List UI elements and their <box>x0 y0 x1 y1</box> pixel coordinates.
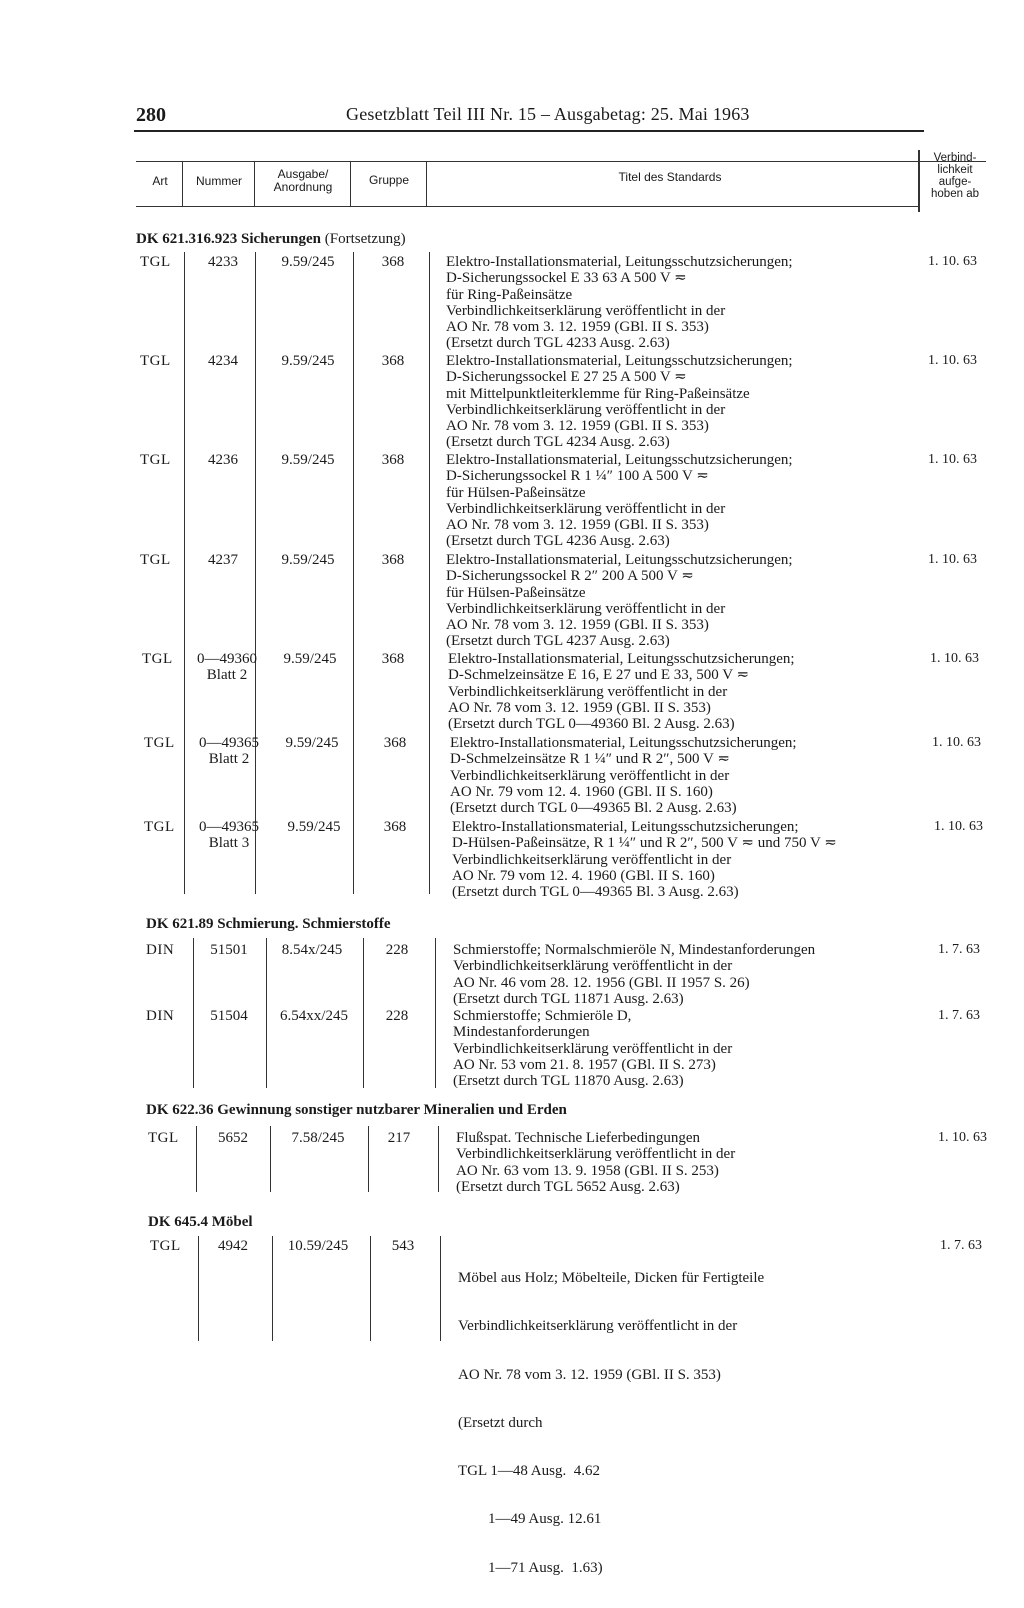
cell-titel <box>453 942 815 1007</box>
titel-line: mit Mittelpunktleiterklemme für Ring-Paßeinsätze <box>446 385 750 402</box>
cell-art: TGL <box>150 1238 181 1254</box>
section-title-continued: (Fortsetzung) <box>324 231 406 247</box>
cell-nummer: 4942 <box>218 1238 248 1254</box>
col-divider <box>426 161 427 206</box>
cell-nummer: 4237 <box>208 552 238 568</box>
cell-art: TGL <box>144 819 175 835</box>
cell-art: TGL <box>142 651 173 667</box>
cell-date: 1. 10. 63 <box>938 1130 987 1145</box>
col-divider <box>255 252 256 894</box>
titel-line: D-Sicherungssockel R 2″ 200 A 500 V ≂ <box>446 568 694 585</box>
cell-date: 1. 7. 63 <box>940 1238 982 1253</box>
titel-line: D-Schmelzeinsätze E 16, E 27 und E 33, 500 V ≂ <box>448 667 750 684</box>
cell-nummer: 4233 <box>208 254 238 270</box>
cell-nummer: 51504 <box>210 1008 248 1024</box>
cell-art: DIN <box>146 1008 175 1024</box>
col-header-art: Art <box>152 174 168 188</box>
titel-line: D-Schmelzeinsätze R 1 ¼″ und R 2″, 500 V ≂ <box>450 751 730 768</box>
titel-line: Schmierstoffe; Schmieröle D, <box>453 1008 632 1024</box>
cell-titel <box>450 735 797 816</box>
titel-line: (Ersetzt durch TGL 0—49365 Bl. 2 Ausg. 2.63) <box>450 800 737 817</box>
cell-art: TGL <box>148 1130 179 1146</box>
cell-date: 1. 10. 63 <box>930 651 979 666</box>
titel-line: Elektro-Installationsmaterial, Leitungsschutzsicherungen; <box>446 552 793 568</box>
cell-titel <box>453 1008 732 1089</box>
cell-ausgabe: 9.59/245 <box>285 735 339 751</box>
titel-line: Schmierstoffe; Normalschmieröle N, Mindestanforderungen <box>453 942 816 958</box>
nummer-blatt: Blatt 2 <box>208 751 250 768</box>
cell-ausgabe: 8.54x/245 <box>281 942 343 958</box>
titel-line: (Ersetzt durch TGL 11871 Ausg. 2.63) <box>453 990 684 1007</box>
titel-line: Flußspat. Technische Lieferbedingungen <box>456 1130 701 1146</box>
cell-gruppe: 368 <box>383 735 407 751</box>
header-rule <box>134 130 924 132</box>
nummer-blatt: Blatt 3 <box>208 835 250 852</box>
titel-line: AO Nr. 78 vom 3. 12. 1959 (GBl. II S. 353) <box>446 517 709 534</box>
titel-line: Verbindlichkeitserklärung veröffentlicht in der <box>450 767 730 784</box>
cell-gruppe: 217 <box>387 1130 411 1146</box>
cell-titel <box>446 353 793 451</box>
titel-line: Verbindlichkeitserklärung veröffentlicht in der <box>453 958 733 975</box>
cell-art: TGL <box>140 552 171 568</box>
cell-gruppe: 368 <box>383 819 407 835</box>
col-divider <box>254 161 255 206</box>
col-header-verbindlichkeit <box>922 152 988 200</box>
section-title <box>148 1214 253 1231</box>
col-header-nummer: Nummer <box>195 174 242 188</box>
titel-line: (Ersetzt durch TGL 5652 Ausg. 2.63) <box>456 1178 680 1195</box>
titel-line: AO Nr. 46 vom 28. 12. 1956 (GBl. II 1957 S. 26) <box>453 974 750 991</box>
cell-ausgabe: 9.59/245 <box>281 353 335 369</box>
cell-date: 1. 7. 63 <box>938 942 980 957</box>
titel-line: für Ring-Paßeinsätze <box>446 286 573 303</box>
section-title-text: DK 621.316.923 Sicherungen <box>136 231 322 247</box>
col-header-ausgabe-line2: Anordnung <box>273 180 333 194</box>
cell-gruppe: 368 <box>381 651 405 667</box>
cell-titel <box>446 254 793 352</box>
page-number: 280 <box>136 104 166 126</box>
cell-titel <box>458 1238 764 1608</box>
cell-nummer: 4234 <box>208 353 238 369</box>
cell-nummer: 51501 <box>210 942 248 958</box>
cell-nummer <box>184 819 274 852</box>
table-top-rule <box>136 161 986 162</box>
cell-titel <box>452 819 837 900</box>
col-divider <box>438 1126 439 1192</box>
section-title-text: DK 622.36 Gewinnung sonstiger nutzbarer Mineralien und Erden <box>146 1102 567 1118</box>
titel-line: AO Nr. 78 vom 3. 12. 1959 (GBl. II S. 353) <box>458 1366 721 1383</box>
cell-gruppe: 368 <box>381 254 405 270</box>
titel-line: AO Nr. 63 vom 13. 9. 1958 (GBl. II S. 253) <box>456 1162 719 1179</box>
col-divider <box>918 150 920 212</box>
cell-titel <box>456 1130 735 1195</box>
titel-line: AO Nr. 79 vom 12. 4. 1960 (GBl. II S. 160) <box>450 783 713 800</box>
titel-line: (Ersetzt durch TGL 11870 Ausg. 2.63) <box>453 1073 684 1090</box>
col-divider <box>353 252 354 894</box>
titel-line: D-Sicherungssockel E 33 63 A 500 V ≂ <box>446 270 687 287</box>
titel-line: Elektro-Installationsmaterial, Leitungsschutzsicherungen; <box>446 452 793 468</box>
titel-line: D-Hülsen-Paßeinsätze, R 1 ¼″ und R 2″, 500 V ≂ und 750 V ≂ <box>452 835 837 852</box>
titel-line: D-Sicherungssockel E 27 25 A 500 V ≂ <box>446 369 687 386</box>
cell-gruppe: 228 <box>385 1008 409 1024</box>
titel-line: für Hülsen-Paßeinsätze <box>446 484 586 501</box>
titel-line: Elektro-Installationsmaterial, Leitungsschutzsicherungen; <box>448 651 795 667</box>
col-header-titel: Titel des Standards <box>618 170 722 184</box>
titel-line: Verbindlichkeitserklärung veröffentlicht in der <box>446 600 726 617</box>
titel-line: Verbindlichkeitserklärung veröffentlicht in der <box>456 1146 736 1163</box>
cell-ausgabe: 9.59/245 <box>281 254 335 270</box>
titel-line: Verbindlichkeitserklärung veröffentlicht in der <box>446 500 726 517</box>
titel-line: 1—49 Ausg. 12.61 <box>458 1511 602 1528</box>
cell-date: 1. 10. 63 <box>928 353 977 368</box>
cell-date: 1. 7. 63 <box>938 1008 980 1023</box>
titel-line: Verbindlichkeitserklärung veröffentlicht in der <box>452 851 732 868</box>
cell-gruppe: 368 <box>381 452 405 468</box>
titel-line: Verbindlichkeitserklärung veröffentlicht in der <box>446 302 726 319</box>
titel-line: AO Nr. 53 vom 21. 8. 1957 (GBl. II S. 273) <box>453 1056 716 1073</box>
section-title-text: DK 621.89 Schmierung. Schmierstoffe <box>146 916 391 932</box>
titel-line: Elektro-Installationsmaterial, Leitungsschutzsicherungen; <box>450 735 797 751</box>
cell-nummer: 5652 <box>218 1130 248 1146</box>
cell-date: 1. 10. 63 <box>932 735 981 750</box>
cell-ausgabe: 6.54xx/245 <box>280 1008 348 1024</box>
cell-art: TGL <box>140 353 171 369</box>
titel-line: Elektro-Installationsmaterial, Leitungsschutzsicherungen; <box>452 819 799 835</box>
cell-art: TGL <box>140 254 171 270</box>
col-divider <box>184 252 185 894</box>
cell-ausgabe: 7.58/245 <box>291 1130 345 1146</box>
cell-art: DIN <box>146 942 175 958</box>
cell-art: TGL <box>144 735 175 751</box>
cell-titel <box>446 452 793 550</box>
section-title <box>146 916 391 933</box>
cell-ausgabe: 9.59/245 <box>281 552 335 568</box>
titel-line: für Hülsen-Paßeinsätze <box>446 584 586 601</box>
cell-nummer <box>182 651 272 684</box>
titel-line: TGL 1—48 Ausg. 4.62 <box>458 1463 600 1480</box>
cell-ausgabe: 10.59/245 <box>287 1238 349 1254</box>
titel-line: AO Nr. 78 vom 3. 12. 1959 (GBl. II S. 353) <box>446 418 709 435</box>
col-divider <box>350 161 351 206</box>
cell-nummer: 4236 <box>208 452 238 468</box>
nummer-blatt: Blatt 2 <box>206 667 248 684</box>
col-header-verbind-line2: lichkeit <box>937 164 973 176</box>
section-title-text: DK 645.4 Möbel <box>148 1214 253 1230</box>
titel-line: Verbindlichkeitserklärung veröffentlicht in der <box>453 1040 733 1057</box>
cell-titel <box>446 552 793 650</box>
cell-date: 1. 10. 63 <box>928 452 977 467</box>
col-divider <box>435 938 436 1088</box>
titel-line: AO Nr. 79 vom 12. 4. 1960 (GBl. II S. 160) <box>452 867 715 884</box>
titel-line: Mindestanforderungen <box>453 1024 590 1041</box>
titel-line: (Ersetzt durch TGL 0—49360 Bl. 2 Ausg. 2.63) <box>448 716 735 733</box>
titel-line: (Ersetzt durch TGL 4237 Ausg. 2.63) <box>446 633 670 650</box>
cell-gruppe: 368 <box>381 353 405 369</box>
cell-art: TGL <box>140 452 171 468</box>
col-header-verbind-line4: hoben ab <box>931 188 979 200</box>
titel-line: (Ersetzt durch TGL 4234 Ausg. 2.63) <box>446 434 670 451</box>
section-title <box>146 1102 567 1119</box>
titel-line: Elektro-Installationsmaterial, Leitungsschutzsicherungen; <box>446 353 793 369</box>
cell-date: 1. 10. 63 <box>934 819 983 834</box>
titel-line: Elektro-Installationsmaterial, Leitungsschutzsicherungen; <box>446 254 793 270</box>
titel-line: (Ersetzt durch <box>458 1414 543 1431</box>
titel-line: Verbindlichkeitserklärung veröffentlicht in der <box>446 401 726 418</box>
cell-date: 1. 10. 63 <box>928 552 977 567</box>
nummer-line: 0—49365 <box>199 735 259 751</box>
cell-titel <box>448 651 795 732</box>
titel-line: (Ersetzt durch TGL 4233 Ausg. 2.63) <box>446 335 670 352</box>
titel-line: (Ersetzt durch TGL 4236 Ausg. 2.63) <box>446 533 670 550</box>
titel-line: Verbindlichkeitserklärung veröffentlicht in der <box>458 1318 738 1335</box>
col-divider <box>429 252 430 894</box>
col-header-ausgabe-line1: Ausgabe/ <box>277 167 329 181</box>
table-header-rule <box>136 206 920 207</box>
cell-nummer <box>184 735 274 768</box>
col-header-ausgabe <box>256 168 350 194</box>
page-title: Gesetzblatt Teil III Nr. 15 – Ausgabetag: 25. Mai 1963 <box>346 104 750 124</box>
titel-line: AO Nr. 78 vom 3. 12. 1959 (GBl. II S. 353) <box>446 617 709 634</box>
titel-line: Möbel aus Holz; Möbelteile, Dicken für Fertigteile <box>458 1270 765 1286</box>
cell-ausgabe: 9.59/245 <box>281 452 335 468</box>
col-divider <box>440 1236 441 1341</box>
titel-line: Verbindlichkeitserklärung veröffentlicht in der <box>448 683 728 700</box>
col-header-verbind-line1: Verbind- <box>933 152 977 164</box>
cell-ausgabe: 9.59/245 <box>287 819 341 835</box>
cell-date: 1. 10. 63 <box>928 254 977 269</box>
col-divider <box>182 161 183 206</box>
cell-gruppe: 228 <box>385 942 409 958</box>
titel-line: AO Nr. 78 vom 3. 12. 1959 (GBl. II S. 353) <box>448 699 711 716</box>
section-title <box>136 231 406 248</box>
col-header-verbind-line3: aufge- <box>938 176 972 188</box>
cell-gruppe: 543 <box>391 1238 415 1254</box>
nummer-line: 0—49365 <box>199 819 259 835</box>
cell-ausgabe: 9.59/245 <box>283 651 337 667</box>
cell-gruppe: 368 <box>381 552 405 568</box>
col-header-gruppe: Gruppe <box>368 173 410 187</box>
titel-line: AO Nr. 78 vom 3. 12. 1959 (GBl. II S. 353) <box>446 319 709 336</box>
titel-line: (Ersetzt durch TGL 0—49365 Bl. 3 Ausg. 2.63) <box>452 884 739 901</box>
nummer-line: 0—49360 <box>197 651 257 667</box>
titel-line: 1—71 Ausg. 1.63) <box>458 1559 603 1576</box>
titel-line: D-Sicherungssockel R 1 ¼″ 100 A 500 V ≂ <box>446 468 709 485</box>
